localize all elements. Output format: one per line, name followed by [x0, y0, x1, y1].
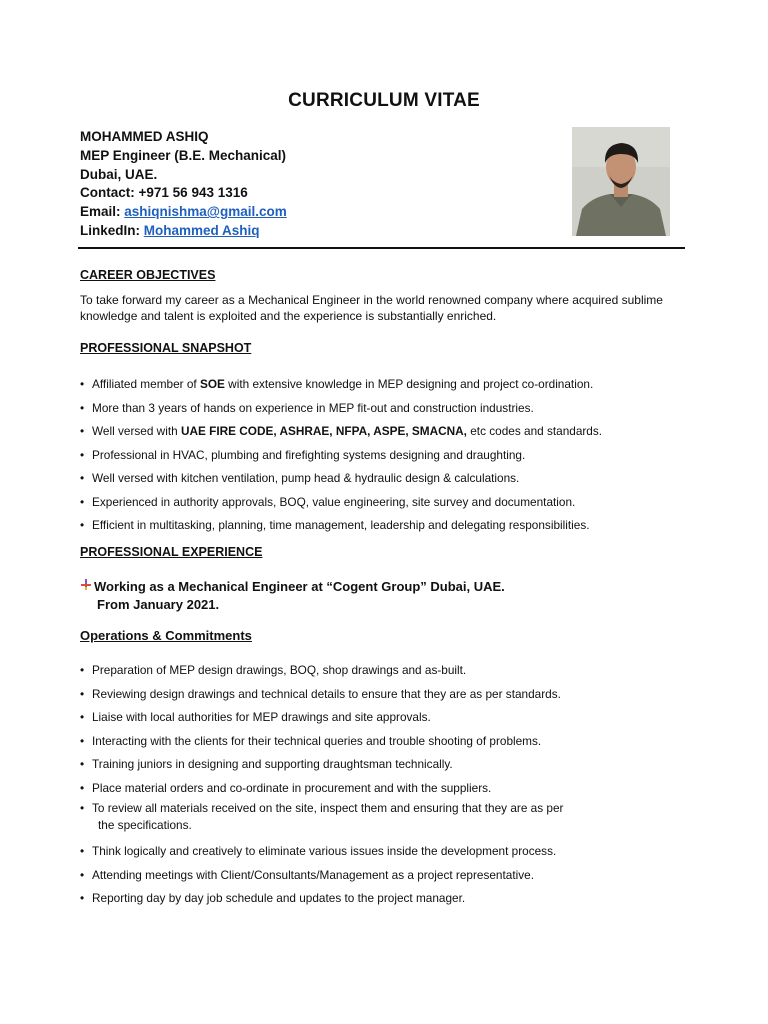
snapshot-item: • Professional in HVAC, plumbing and firefighting systems designing and draughting. [80, 444, 602, 468]
candidate-role: MEP Engineer (B.E. Mechanical) [80, 147, 287, 163]
contact-block [80, 128, 287, 241]
operations-item: • To review all materials received on the site, inspect them and ensuring that they are as per the specifications. [80, 800, 563, 840]
operations-heading: Operations & Commitments [80, 628, 252, 643]
operations-item: • Think logically and creatively to eliminate various issues inside the development process. [80, 840, 563, 864]
operations-item: • Preparation of MEP design drawings, BOQ, shop drawings and as-built. [80, 659, 563, 683]
snapshot-item: • Well versed with UAE FIRE CODE, ASHRAE, NFPA, ASPE, SMACNA, etc codes and standards. [80, 420, 602, 444]
operations-item: • Attending meetings with Client/Consultants/Management as a project representative. [80, 864, 563, 888]
linkedin-line [80, 222, 287, 241]
operations-item: • Reviewing design drawings and technical details to ensure that they are as per standards. [80, 683, 563, 707]
operations-item: • Interacting with the clients for their technical queries and trouble shooting of problems. [80, 730, 563, 754]
operations-item: • Place material orders and co-ordinate in procurement and with the suppliers. [80, 777, 563, 801]
operations-list [80, 659, 563, 911]
page-title: CURRICULUM VITAE [288, 90, 480, 111]
profile-photo [572, 127, 670, 236]
career-objectives-heading: CAREER OBJECTIVES [80, 268, 216, 282]
experience-start-date: From January 2021. [97, 597, 220, 612]
email-label: Email: [80, 204, 121, 220]
snapshot-item: • More than 3 years of hands on experience in MEP fit-out and construction industries. [80, 397, 602, 421]
snapshot-item: • Efficient in multitasking, planning, time management, leadership and delegating responsibilities. [80, 514, 602, 538]
operations-item: • Reporting day by day job schedule and updates to the project manager. [80, 887, 563, 911]
email-line [80, 203, 287, 222]
operations-item: • Training juniors in designing and supporting draughtsman technically. [80, 753, 563, 777]
header-divider [78, 247, 685, 249]
snapshot-item: • Affiliated member of SOE with extensive knowledge in MEP designing and project co-ordination. [80, 373, 602, 397]
linkedin-label: LinkedIn: [80, 222, 140, 238]
snapshot-item: • Well versed with kitchen ventilation, pump head & hydraulic design & calculations. [80, 467, 602, 491]
snapshot-list [80, 373, 602, 538]
linkedin-link[interactable]: Mohammed Ashiq [143, 222, 260, 238]
phone-line [80, 184, 287, 203]
experience-position: Working as a Mechanical Engineer at “Cogent Group” Dubai, UAE. [94, 579, 505, 594]
phone-label: Contact: [80, 185, 135, 201]
experience-entry [80, 578, 505, 614]
profile-photo-illustration [572, 127, 670, 236]
email-link[interactable]: ashiqnishma@gmail.com [124, 204, 287, 220]
candidate-location: Dubai, UAE. [80, 166, 158, 182]
candidate-name: MOHAMMED ASHIQ [80, 129, 209, 144]
career-objectives-text: To take forward my career as a Mechanical Engineer in the world renowned company where acquired sublime knowledge and talent is exploited and the experience is substantially enriched. [80, 293, 663, 323]
professional-snapshot-heading: PROFESSIONAL SNAPSHOT [80, 341, 252, 355]
phone-number: +971 56 943 1316 [138, 185, 248, 201]
operations-item: • Liaise with local authorities for MEP drawings and site approvals. [80, 706, 563, 730]
snapshot-item: • Experienced in authority approvals, BOQ, value engineering, site survey and documentation. [80, 491, 602, 515]
professional-experience-heading: PROFESSIONAL EXPERIENCE [80, 545, 263, 559]
operations-item-continuation: the specifications. [98, 817, 192, 832]
pushpin-icon [80, 578, 94, 596]
